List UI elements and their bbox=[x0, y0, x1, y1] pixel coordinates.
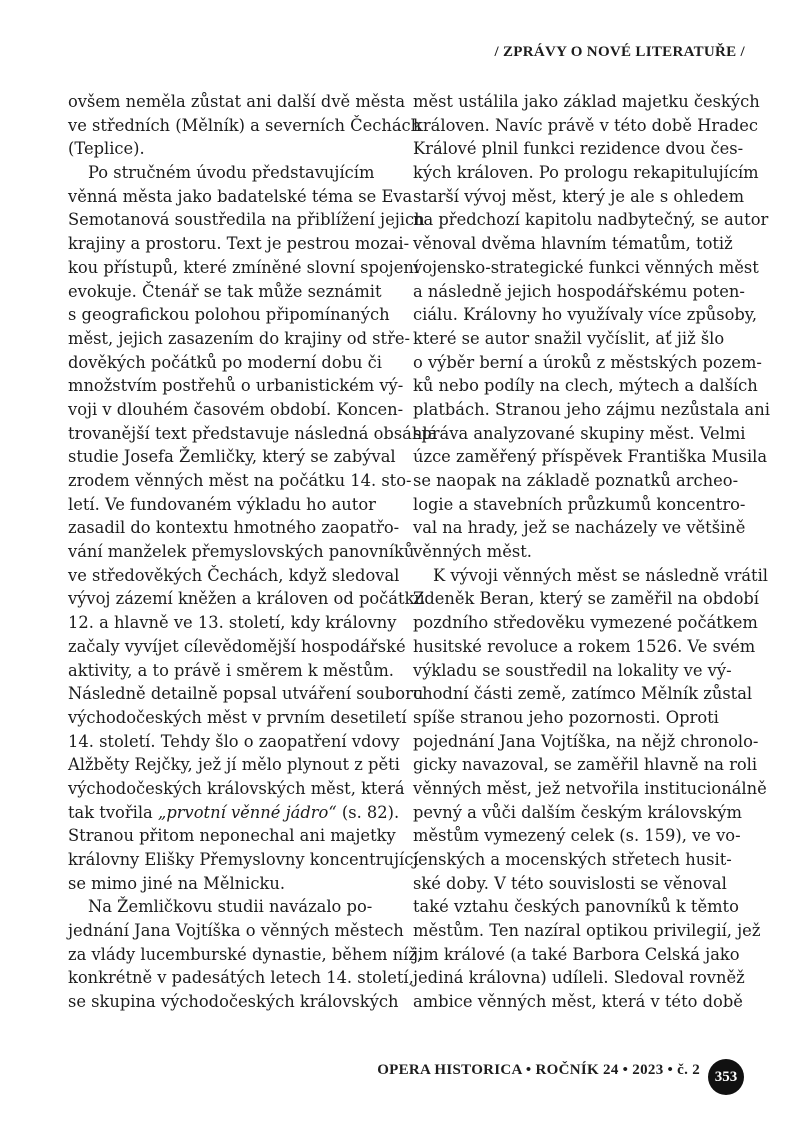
text-line: Alžběty Rejčky, jež jí mělo plynout z pěti bbox=[68, 755, 400, 775]
text-line: vojensko-strategické funkci věnných měst bbox=[413, 257, 759, 277]
text-line: ků nebo podíly na clech, mýtech a dalších bbox=[413, 376, 758, 396]
text-line: východočeských královských měst, která bbox=[68, 778, 405, 798]
text-line: Králové plnil funkci rezidence dvou čes- bbox=[413, 139, 744, 159]
text-line: úzce zaměřený příspěvek Františka Musila bbox=[413, 447, 768, 467]
page-number-badge: 353 bbox=[708, 1059, 744, 1095]
text-line: pozdního středověku vymezené počátkem bbox=[413, 613, 758, 633]
text-line: jim králové (a také Barbora Celská jako bbox=[413, 944, 740, 964]
text-line: (Teplice). bbox=[68, 139, 145, 159]
text-line: ské doby. V této souvislosti se věnoval bbox=[413, 873, 727, 893]
text-line: Zdeněk Beran, který se zaměřil na období bbox=[413, 589, 760, 609]
text-line: Na Žemličkovu studii navázalo po- bbox=[88, 897, 373, 917]
text-line: za vlády lucemburské dynastie, během níž, bbox=[68, 944, 423, 964]
text-line: Po stručném úvodu představujícím bbox=[88, 163, 375, 183]
text-line: kou přístupů, které zmíněné slovní spojení bbox=[68, 257, 420, 277]
text-line: ciálu. Královny ho využívaly více způsoby, bbox=[413, 305, 758, 325]
quote-line-before: tak tvořila bbox=[68, 802, 158, 822]
text-line: měst, jejich zasazením do krajiny od stře- bbox=[68, 328, 410, 348]
text-line: voji v dlouhém časovém období. Koncen- bbox=[68, 399, 404, 419]
text-line: letí. Ve fundovaném výkladu ho autor bbox=[68, 494, 376, 514]
text-line: královny Elišky Přemyslovny koncentrující bbox=[68, 850, 419, 869]
text-line: se naopak na základě poznatků archeo- bbox=[413, 471, 739, 490]
text-line: gicky navazoval, se zaměřil hlavně na roli bbox=[413, 755, 758, 775]
running-header: / ZPRÁVY O NOVÉ LITERATUŘE / bbox=[494, 44, 745, 60]
text-line: Následně detailně popsal utváření souboru bbox=[68, 684, 424, 704]
text-line: východočeských měst v prvním desetiletí bbox=[68, 707, 407, 727]
text-line: jediná královna) udíleli. Sledoval rovněž bbox=[413, 968, 745, 988]
text-line: a následně jejich hospodářskému poten- bbox=[413, 281, 745, 301]
text-line: měst ustálila jako základ majetku českých bbox=[413, 92, 760, 111]
text-line: výkladu se soustředil na lokality ve vý- bbox=[413, 660, 732, 680]
text-line: věnných měst. bbox=[413, 542, 532, 562]
text-line: chodní části země, zatímco Mělník zůstal bbox=[413, 684, 753, 704]
text-line: studie Josefa Žemličky, který se zabýval bbox=[68, 447, 396, 467]
text-line: vývoj zázemí kněžen a královen od počátku bbox=[68, 589, 425, 609]
text-line: trovanější text představuje následná obsáhlá bbox=[68, 423, 438, 443]
text-line: věnných měst, jež netvořila institucionálně bbox=[413, 778, 767, 798]
text-line-quote bbox=[68, 801, 400, 825]
text-line: K vývoji věnných měst se následně vrátil bbox=[433, 565, 769, 585]
text-line: množstvím postřehů o urbanistickém vý- bbox=[68, 376, 404, 396]
text-line: s geografickou polohou připomínaných bbox=[68, 305, 390, 325]
text-line: spíše stranou jeho pozornosti. Oproti bbox=[413, 707, 719, 727]
text-line: dověkých počátků po moderní dobu či bbox=[68, 352, 383, 372]
text-line: také vztahu českých panovníků k těmto bbox=[413, 897, 739, 917]
text-line: jednání Jana Vojtíška o věnných městech bbox=[68, 921, 404, 941]
text-line: o výběr berní a úroků z městských pozem- bbox=[413, 352, 762, 372]
text-line: správa analyzované skupiny měst. Velmi bbox=[413, 423, 746, 443]
text-line: krajiny a prostoru. Text je pestrou mozai- bbox=[68, 234, 410, 254]
text-line: začaly vyvíjet cílevědomější hospodářské bbox=[68, 636, 406, 656]
text-line: ve středních (Mělník) a severních Čechách bbox=[68, 115, 422, 135]
text-line: pojednání Jana Vojtíška, na nějž chronolo- bbox=[413, 731, 759, 751]
text-line: městům vymezený celek (s. 159), ve vo- bbox=[413, 826, 741, 846]
quote-line-italic: „prvotní věnné jádro“ bbox=[157, 802, 337, 822]
text-line: se mimo jiné na Mělnicku. bbox=[68, 873, 285, 893]
text-line: městům. Ten nazíral optikou privilegií, jež bbox=[413, 921, 761, 941]
text-line: věnná města jako badatelské téma se Eva bbox=[68, 186, 413, 206]
text-line: platbách. Stranou jeho zájmu nezůstala ani bbox=[413, 399, 770, 419]
text-line: vání manželek přemyslovských panovníků bbox=[68, 542, 415, 562]
text-line: na předchozí kapitolu nadbytečný, se autor bbox=[413, 210, 769, 230]
journal-footer: OPERA HISTORICA • ROČNÍK 24 • 2023 • č. 2 bbox=[377, 1062, 700, 1078]
text-line: 12. a hlavně ve 13. století, kdy královny bbox=[68, 613, 397, 633]
text-line: se skupina východočeských královských bbox=[68, 992, 399, 1012]
text-line: které se autor snažil vyčíslit, ať již šlo bbox=[413, 328, 725, 348]
text-line: ve středověkých Čechách, když sledoval bbox=[68, 565, 400, 585]
right-text-column bbox=[413, 90, 770, 1014]
text-line: zrodem věnných měst na počátku 14. sto- bbox=[68, 471, 412, 490]
text-line: věnoval dvěma hlavním tématům, totiž bbox=[413, 234, 733, 254]
text-line: pevný a vůči dalším českým královským bbox=[413, 802, 742, 822]
text-line: ovšem neměla zůstat ani další dvě města bbox=[68, 92, 406, 111]
text-line: Semotanová soustředila na přiblížení jejich bbox=[68, 210, 425, 230]
quote-line-after: (s. 82). bbox=[336, 802, 400, 822]
text-line: kých královen. Po prologu rekapitulujícím bbox=[413, 163, 759, 183]
text-line: starší vývoj měst, který je ale s ohledem bbox=[413, 186, 745, 206]
text-line: val na hrady, jež se nacházely ve většině bbox=[413, 518, 746, 538]
text-line: ambice věnných měst, která v této době bbox=[413, 992, 743, 1012]
text-line: aktivity, a to právě i směrem k městům. bbox=[68, 660, 394, 680]
text-line: Stranou přitom neponechal ani majetky bbox=[68, 826, 396, 846]
left-text-column bbox=[68, 90, 438, 1014]
text-line: zasadil do kontextu hmotného zaopatřo- bbox=[68, 518, 400, 538]
text-line: jenských a mocenských střetech husit- bbox=[413, 850, 732, 869]
text-line: konkrétně v padesátých letech 14. století, bbox=[68, 968, 414, 988]
text-line: husitské revoluce a rokem 1526. Ve svém bbox=[413, 636, 756, 656]
text-line: 14. století. Tehdy šlo o zaopatření vdovy bbox=[68, 731, 400, 751]
text-line: královen. Navíc právě v této době Hradec bbox=[413, 115, 758, 135]
text-line: evokuje. Čtenář se tak může seznámit bbox=[68, 281, 382, 301]
text-line: logie a stavebních průzkumů koncentro- bbox=[413, 494, 746, 514]
